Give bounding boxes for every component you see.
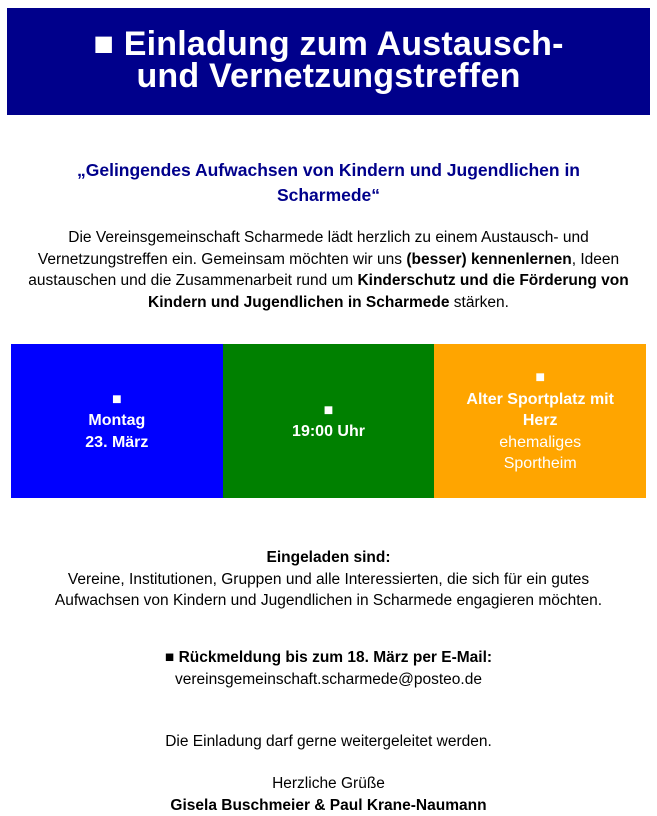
subtitle-line-2: Scharmede“ bbox=[276, 185, 381, 205]
date-weekday: Montag bbox=[88, 412, 146, 430]
invitation-header bbox=[7, 8, 650, 115]
closing-signature: Gisela Buschmeier & Paul Krane-Naumann bbox=[170, 796, 487, 814]
intro-emphasis-kennenlernen: (besser) kennenlernen bbox=[406, 250, 572, 268]
event-subtitle bbox=[30, 158, 627, 208]
intro-line-1: Die Vereinsgemeinschaft Scharmede lädt herzlich zu einem Austausch- und bbox=[68, 229, 589, 246]
intro-line-2-text: Vernetzungstreffen ein. Gemeinsam möchten wir uns bbox=[37, 250, 407, 268]
time-value: 19:00 Uhr bbox=[292, 423, 365, 440]
place-square-icon: ■ bbox=[535, 369, 546, 387]
intro-line-2-end: , Ideen bbox=[571, 250, 620, 268]
intro-emphasis-scharmede: Kindern und Jugendlichen in Scharmede bbox=[148, 293, 450, 311]
closing-section bbox=[10, 773, 647, 816]
date-square-icon: ■ bbox=[112, 390, 122, 408]
time-square-icon: ■ bbox=[323, 401, 334, 419]
intro-line-2 bbox=[10, 249, 647, 271]
place-name-line-1: Alter Sportplatz mit bbox=[466, 390, 614, 408]
place-detail-line-2: Sportheim bbox=[503, 455, 577, 473]
header-title-line-1: ■ Einladung zum Austausch- bbox=[93, 25, 564, 63]
place-name-line-2: Herz bbox=[522, 412, 558, 430]
rsvp-email[interactable]: vereinsgemeinschaft.scharmede@posteo.de bbox=[175, 670, 482, 688]
place-detail-line-1: ehemaliges bbox=[499, 433, 582, 451]
subtitle-line-1: „Gelingendes Aufwachsen von Kindern und Jugendlichen in bbox=[76, 160, 580, 180]
intro-paragraph bbox=[10, 227, 647, 313]
date-box bbox=[11, 344, 223, 498]
place-box bbox=[434, 344, 646, 498]
rsvp-heading: ■ Rückmeldung bis zum 18. März per E-Mail: bbox=[164, 649, 493, 666]
invited-line-1: Vereine, Institutionen, Gruppen und alle Interessierten, die sich für ein gutes bbox=[67, 570, 590, 588]
header-title-line-2: und Vernetzungstreffen bbox=[136, 57, 521, 95]
time-box bbox=[223, 344, 435, 498]
intro-line-3 bbox=[10, 270, 647, 292]
invited-section bbox=[10, 547, 647, 612]
rsvp-section bbox=[10, 647, 647, 690]
forward-note: Die Einladung darf gerne weitergeleitet werden. bbox=[165, 733, 492, 750]
intro-line-4 bbox=[10, 292, 647, 314]
intro-emphasis-kinderschutz: Kinderschutz und die Förderung von bbox=[357, 272, 629, 289]
event-details bbox=[11, 344, 646, 498]
invited-line-2: Aufwachsen von Kindern und Jugendlichen in Scharmede engagieren möchten. bbox=[54, 592, 603, 609]
intro-line-3-text: austauschen und die Zusammenarbeit rund um bbox=[28, 272, 358, 289]
closing-greeting: Herzliche Grüße bbox=[272, 775, 385, 792]
intro-line-4-end: stärken. bbox=[449, 293, 509, 311]
invited-heading: Eingeladen sind: bbox=[266, 549, 391, 566]
date-day: 23. März bbox=[85, 433, 149, 451]
